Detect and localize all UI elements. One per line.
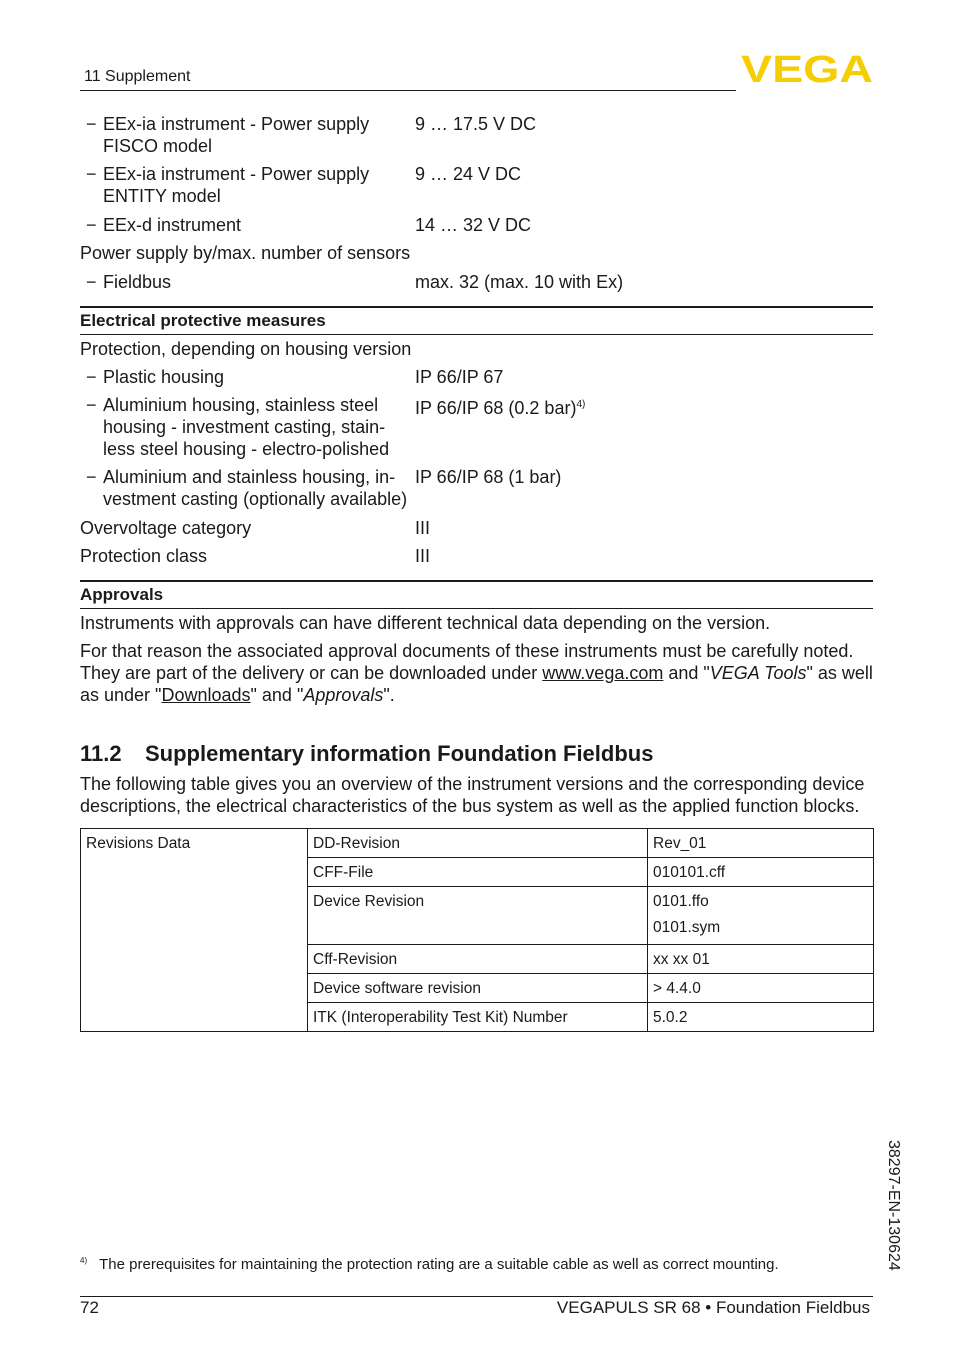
table-value-cell: 5.0.2 (648, 1003, 874, 1032)
footer-rule (80, 1296, 873, 1297)
section-rule (80, 608, 873, 609)
spec-value (415, 394, 875, 419)
spec-value: 14 … 32 V DC (415, 215, 532, 235)
table-value-cell (648, 887, 874, 945)
spec-value: III (415, 546, 431, 566)
spec-value: III (415, 518, 431, 538)
section-title-11-2 (80, 740, 653, 768)
vega-logo (741, 52, 873, 84)
spec-label: EEx-ia instrument - Power supply ENTITY model (103, 164, 370, 206)
spec-value: IP 66/IP 68 (1 bar) (415, 467, 562, 487)
footnote-text: The prerequisites for maintaining the protection rating are a suitable cable as well as correct mounting. (99, 1256, 779, 1273)
spec-label: EEx-ia instrument - Power supply FISCO model (103, 114, 370, 156)
section-title-text: Supplementary information Foundation Fieldbus (145, 741, 654, 766)
table-value-line: 0101.sym (653, 919, 721, 936)
table-key-cell: Device software revision (308, 974, 648, 1003)
spec-label: Fieldbus (103, 272, 172, 292)
spec-value: 9 … 17.5 V DC (415, 114, 537, 134)
spec-label: Aluminium and stainless housing, in- vestment casting (optionally available) (103, 467, 408, 509)
approvals-paragraph-1: Instruments with approvals can have different technical data depending on the version. (80, 613, 771, 633)
footnote-mark: 4) (80, 1256, 88, 1265)
document-id: 38297-EN-130624 (885, 1140, 902, 1271)
section-rule (80, 334, 873, 335)
page-number: 72 (80, 1298, 99, 1317)
table-row (81, 829, 874, 858)
section-rule (80, 580, 873, 582)
footnote (80, 1256, 873, 1273)
spec-value: IP 66/IP 67 (415, 367, 504, 387)
link-downloads[interactable]: Downloads (161, 685, 251, 705)
spec-value-text: IP 66/IP 68 (0.2 bar) (415, 398, 577, 418)
header-rule (80, 90, 736, 91)
table-value-cell: Rev_01 (648, 829, 874, 858)
spec-label: Plastic housing (103, 367, 225, 387)
table-key-cell: Device Revision (308, 887, 648, 945)
table-value-line: 0101.ffo (653, 893, 709, 910)
section-intro: The following table gives you an overview of the instrument versions and the corresponding device descriptions, the electrical characteristics of the bus system as well as the applied function blocks. (80, 774, 865, 816)
spec-label: Overvoltage category (80, 518, 252, 538)
link-vega-website[interactable]: www.vega.com (542, 663, 664, 683)
table-value-cell: 010101.cff (648, 858, 874, 887)
spec-label: Protection, depending on housing version (80, 339, 412, 359)
table-key-cell: Cff-Revision (308, 945, 648, 974)
approvals-paragraph-2: For that reason the associated approval documents of these instruments must be carefully noted. They are part of the delivery or can be downloaded under www.vega.com and "VEGA Tools" as well as under "Downloads" and "Approvals". (80, 641, 873, 705)
spec-value: max. 32 (max. 10 with Ex) (415, 272, 624, 292)
table-value-cell: > 4.4.0 (648, 974, 874, 1003)
table-value-cell: xx xx 01 (648, 945, 874, 974)
running-header: 11 Supplement (84, 68, 191, 85)
table-key-cell: CFF-File (308, 858, 648, 887)
table-key-cell: ITK (Interoperability Test Kit) Number (308, 1003, 648, 1032)
section-heading-approvals: Approvals (80, 585, 164, 604)
spec-value: 9 … 24 V DC (415, 164, 522, 184)
table-key-cell: DD-Revision (308, 829, 648, 858)
section-number: 11.2 (80, 741, 122, 766)
footer-document-title: VEGAPULS SR 68 • Foundation Fieldbus (556, 1298, 870, 1317)
foundation-fieldbus-table (80, 828, 874, 1032)
vega-logo-text: VEGA (741, 52, 873, 84)
spec-label: Power supply by/max. number of sensors (80, 243, 411, 263)
footnote-ref[interactable]: 4) (576, 399, 586, 410)
table-group-cell: Revisions Data (81, 829, 308, 1032)
spec-label: Aluminium housing, stainless steel housing - investment casting, stain- less steel housing - electro-polished (103, 395, 390, 459)
section-heading-electrical: Electrical protective measures (80, 311, 326, 330)
section-rule (80, 306, 873, 308)
spec-label: Protection class (80, 546, 208, 566)
spec-label: EEx-d instrument (103, 215, 242, 235)
